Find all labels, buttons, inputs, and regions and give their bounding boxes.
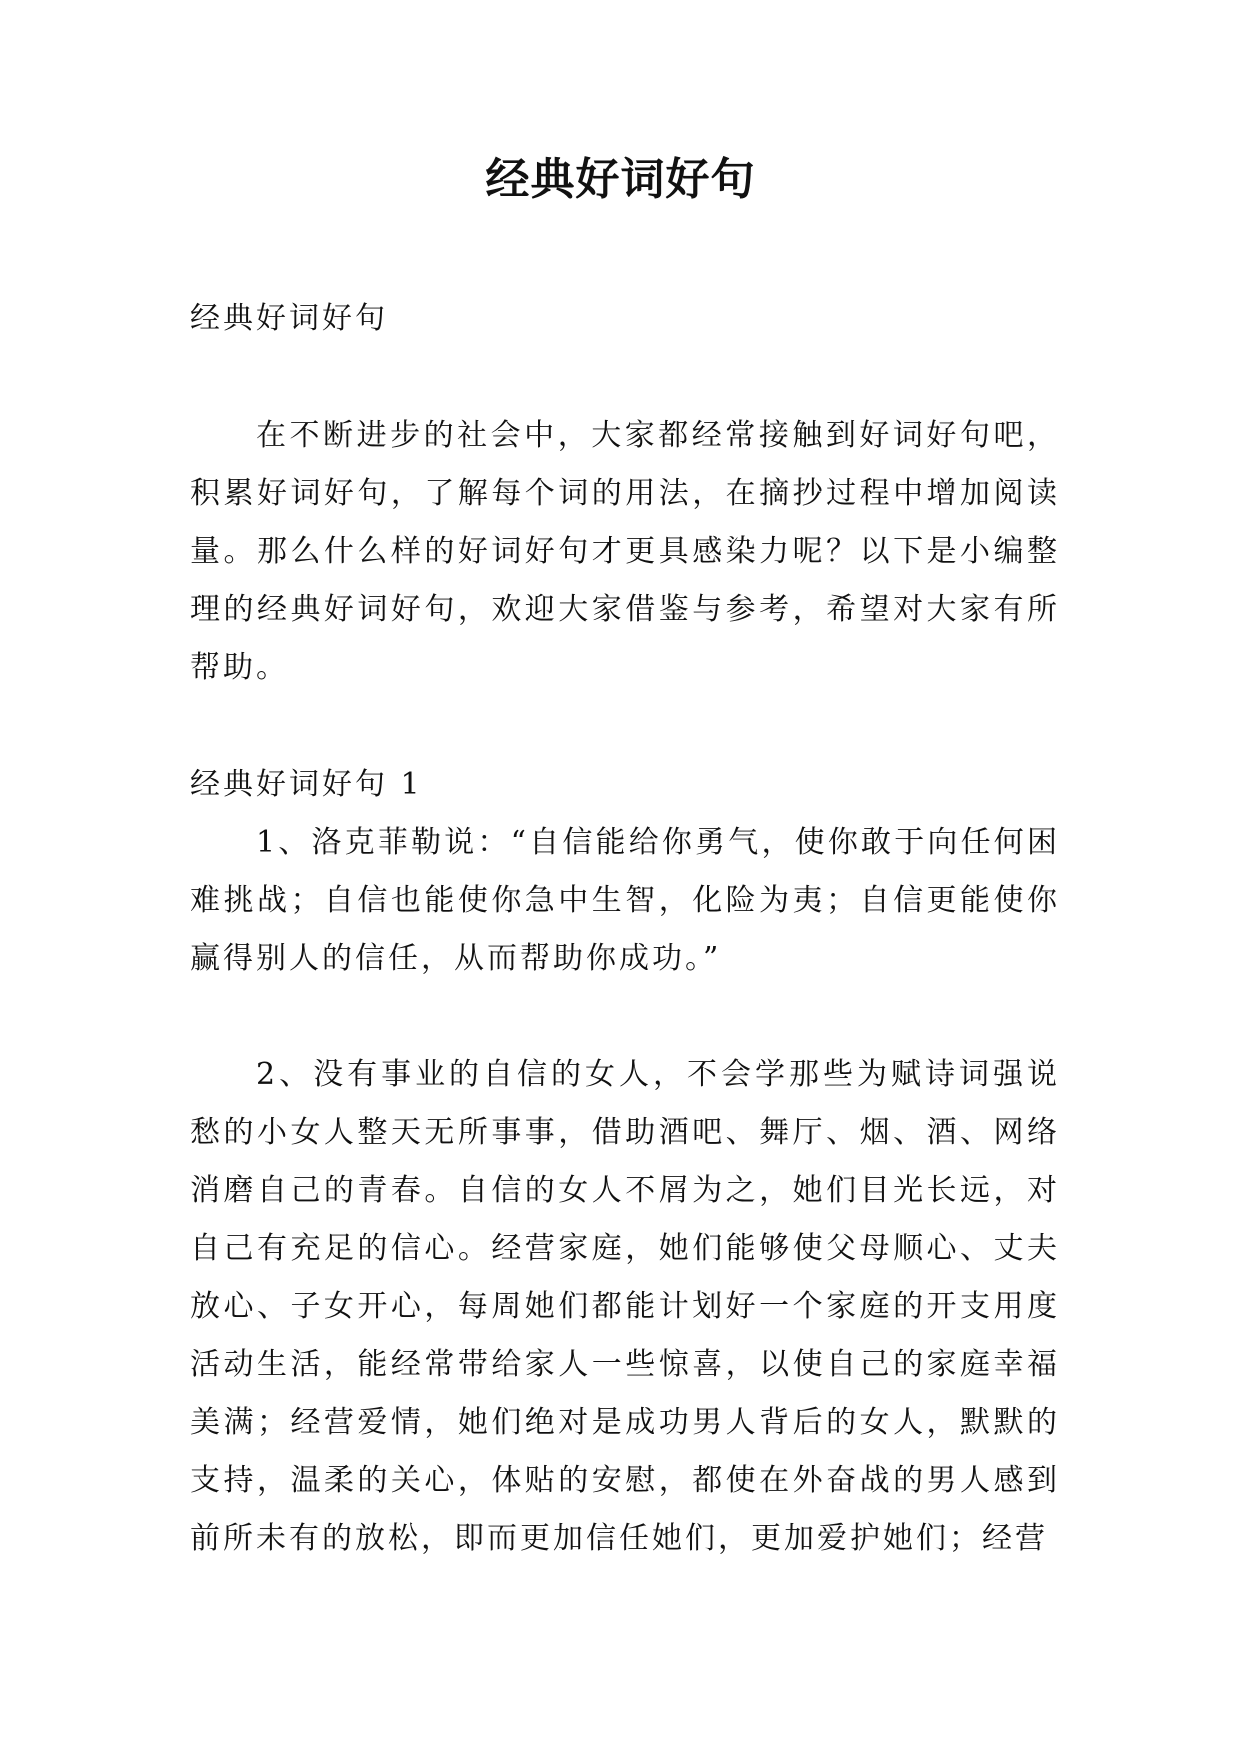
list-item-1: 1、洛克菲勒说：“自信能给你勇气，使你敢于向任何困难挑战；自信也能使你急中生智，化险为夷；自信更能使你赢得别人的信任，从而帮助你成功。” xyxy=(190,825,1060,976)
list-item-2: 2、没有事业的自信的女人，不会学那些为赋诗词强说愁的小女人整天无所事事，借助酒吧、舞厅、烟、酒、网络消磨自己的青春。自信的女人不屑为之，她们目光长远，对自己有充足的信心。经营家庭，她们能够使父母顺心、丈夫放心、子女开心，每周她们都能计划好一个家庭的开支用度活动生活，能经常带给家人一些惊喜，以使自己的家庭幸福美满；经营爱情，她们绝对是成功男人背后的女人，默默的支持，温柔的关心，体贴的安慰，都使在外奋战的男人感到前所未有的放松，即而更加信任她们，更加爱护她们；经营 xyxy=(190,1057,1060,1556)
section-heading: 经典好词好句 1 xyxy=(190,767,423,802)
document-subtitle: 经典好词好句 xyxy=(190,301,388,336)
intro-paragraph: 在不断进步的社会中，大家都经常接触到好词好句吧，积累好词好句，了解每个词的用法，在摘抄过程中增加阅读量。那么什么样的好词好句才更具感染力呢？以下是小编整理的经典好词好句，欢迎大家借鉴与参考，希望对大家有所帮助。 xyxy=(190,418,1060,685)
spacer xyxy=(190,988,1060,1046)
spacer xyxy=(190,348,1060,407)
document-body xyxy=(190,290,1060,1568)
spacer xyxy=(190,697,1060,756)
document-title: 经典好词好句 xyxy=(485,154,756,205)
